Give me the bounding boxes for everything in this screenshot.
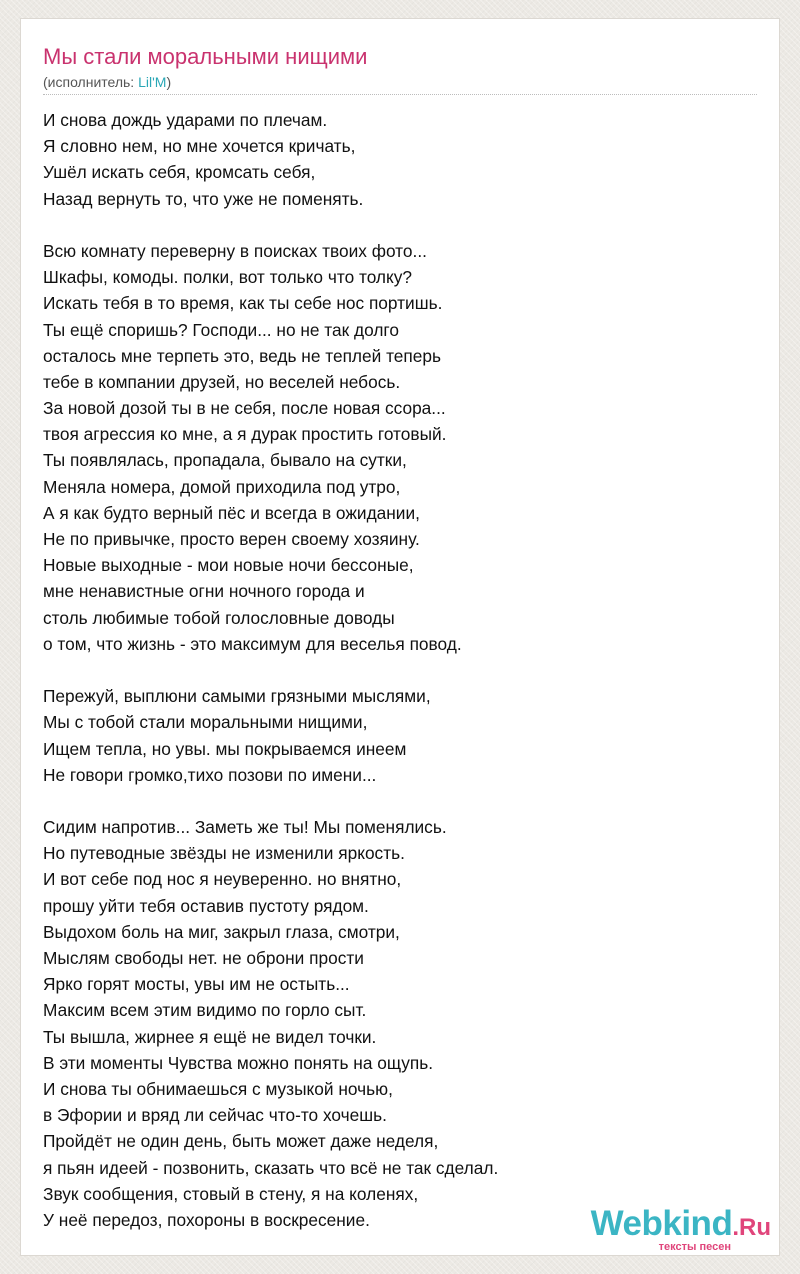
lyric-line: Ты ещё споришь? Господи... но не так долго xyxy=(43,319,399,340)
lyric-line: твоя агрессия ко мне, а я дурак простить готовый. xyxy=(43,424,447,445)
lyric-line: Ярко горят мосты, увы им не остыть... xyxy=(43,974,350,995)
lyric-line: Сидим напротив... Заметь же ты! Мы поменялись. xyxy=(43,817,447,838)
lyric-line: Мы с тобой стали моральными нищими, xyxy=(43,712,368,733)
artist-link[interactable]: Lil'M xyxy=(138,74,167,90)
lyric-line: Но путеводные звёзды не изменили яркость. xyxy=(43,843,405,864)
lyric-line: Пережуй, выплюни самыми грязными мыслями, xyxy=(43,686,431,707)
lyric-line: Назад вернуть то, что уже не поменять. xyxy=(43,188,364,209)
logo-wordmark: Webkind xyxy=(590,1204,733,1243)
stanza-gap xyxy=(43,657,763,683)
artist-line xyxy=(43,73,171,91)
site-logo[interactable] xyxy=(591,1205,771,1253)
lyric-line: И снова ты обнимаешься с музыкой ночью, xyxy=(43,1078,393,1099)
lyric-line: столь любимые тобой голословные доводы xyxy=(43,607,395,628)
lyric-line: я пьян идеей - позвонить, сказать что всё не так сделал. xyxy=(43,1157,499,1178)
stanza-gap xyxy=(43,212,763,238)
lyric-line: Ушёл искать себя, кромсать себя, xyxy=(43,162,316,183)
lyric-line: в Эфории и вряд ли сейчас что-то хочешь. xyxy=(43,1105,387,1126)
lyric-line: И снова дождь ударами по плечам. xyxy=(43,110,328,130)
lyric-line: прошу уйти тебя оставив пустоту рядом. xyxy=(43,895,369,916)
lyric-line: Ищем тепла, но увы. мы покрываемся инеем xyxy=(43,738,407,759)
lyric-line: Меняла номера, домой приходила под утро, xyxy=(43,476,401,497)
lyrics-text xyxy=(43,107,763,1233)
lyric-line: Мыслям свободы нет. не оброни прости xyxy=(43,948,364,968)
lyric-line: Я словно нем, но мне хочется кричать, xyxy=(43,136,356,157)
lyric-line: о том, что жизнь - это максимум для веселья повод. xyxy=(43,633,462,654)
lyric-line: В эти моменты Чувства можно понять на ощупь. xyxy=(43,1052,434,1073)
lyric-line: Ты появлялась, пропадала, бывало на сутки, xyxy=(43,450,407,471)
lyric-line: мне ненавистные огни ночного города и xyxy=(43,581,365,602)
lyric-line: Всю комнату переверну в поисках твоих фото... xyxy=(43,240,427,261)
lyric-line: Звук сообщения, стовый в стену, я на коленях, xyxy=(43,1183,419,1204)
lyric-line: Ты вышла, жирнее я ещё не видел точки. xyxy=(43,1026,377,1047)
lyric-line: Пройдёт не один день, быть может даже неделя, xyxy=(43,1131,439,1152)
lyric-line: Не по привычке, просто верен своему хозяину. xyxy=(43,529,420,549)
artist-prefix: (исполнитель: xyxy=(43,74,139,90)
lyrics-card xyxy=(20,18,780,1256)
lyric-line: Шкафы, комоды. полки, вот только что толку? xyxy=(43,267,413,288)
lyric-line: Выдохом боль на миг, закрыл глаза, смотри, xyxy=(43,921,400,942)
lyric-line: тебе в компании друзей, но веселей небось. xyxy=(43,371,401,392)
lyric-line: Искать тебя в то время, как ты себе нос портишь. xyxy=(43,293,443,314)
stanza-gap xyxy=(43,788,763,814)
artist-suffix: ) xyxy=(166,74,172,90)
title-divider xyxy=(43,94,757,95)
lyric-line: А я как будто верный пёс и всегда в ожидании, xyxy=(43,502,420,523)
lyric-line: Максим всем этим видимо по горло сыт. xyxy=(43,1000,367,1021)
logo-tld: .Ru xyxy=(732,1214,771,1241)
lyric-line: У неё передоз, похороны в воскресение. xyxy=(43,1209,370,1230)
song-title: Мы стали моральными нищими xyxy=(43,44,368,69)
lyric-line: осталось мне терпеть это, ведь не теплей теперь xyxy=(43,345,441,366)
lyric-line: За новой дозой ты в не себя, после новая ссора... xyxy=(43,398,446,419)
lyric-line: Новые выходные - мои новые ночи бессоные, xyxy=(43,555,414,576)
lyric-line: Не говори громко,тихо позови по имени... xyxy=(43,764,377,785)
logo-tagline: тексты песен xyxy=(658,1241,731,1253)
lyric-line: И вот себе под нос я неуверенно. но внятно, xyxy=(43,869,402,890)
